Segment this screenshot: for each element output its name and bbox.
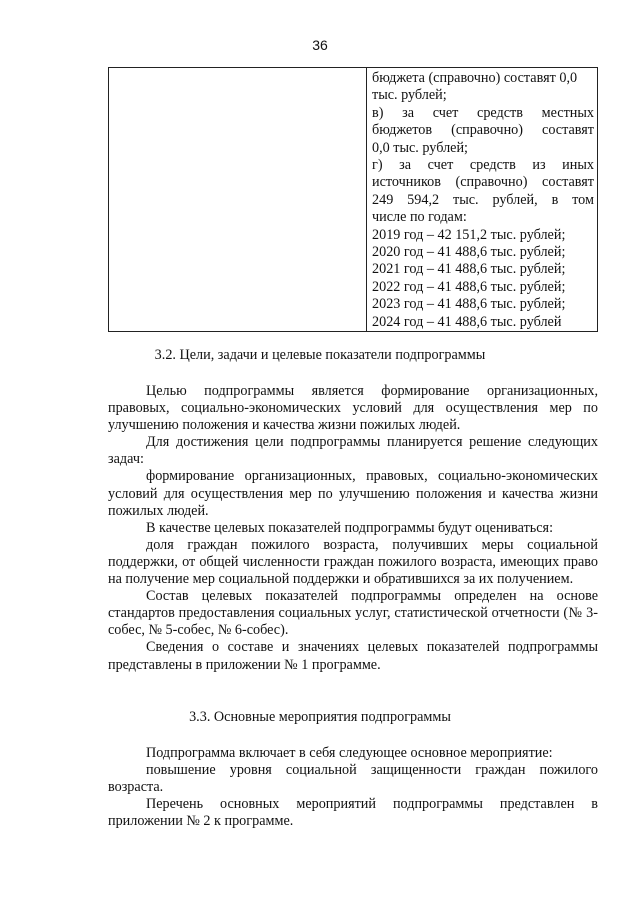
table-line: г) за счет средств из иных: [372, 157, 594, 174]
table-line: источников (справочно) составят: [372, 174, 594, 191]
page-number: 36: [312, 37, 328, 53]
table-line: 2022 год – 41 488,6 тыс. рублей;: [372, 278, 566, 295]
section-3-2-body: [108, 383, 598, 674]
paragraph: повышение уровня социальной защищенности граждан пожилого возраста.: [108, 762, 598, 796]
funding-table: [108, 67, 598, 332]
table-line: 2024 год – 41 488,6 тыс. рублей: [372, 313, 562, 330]
table-line: бюджетов (справочно) составят: [372, 122, 594, 139]
paragraph: Состав целевых показателей подпрограммы определен на основе стандартов предоставления социальных услуг, статистической отчетности (№ 3-собес, № 5-собес, № 6-собес).: [108, 588, 598, 639]
table-line: 2019 год – 42 151,2 тыс. рублей;: [372, 226, 566, 243]
table-line: 2020 год – 41 488,6 тыс. рублей;: [372, 244, 566, 261]
table-line: в) за счет средств местных: [372, 104, 594, 121]
table-line: бюджета (справочно) составят 0,0: [372, 70, 578, 86]
table-line: тыс. рублей;: [372, 87, 447, 104]
section-3-3-body: [108, 745, 598, 830]
paragraph: формирование организационных, правовых, социально-экономических условий для осуществления мер по улучшению положения и качества жизни пожилых людей.: [108, 468, 598, 519]
table-cell-right: [367, 68, 598, 332]
table-row: [109, 68, 598, 332]
paragraph: Сведения о составе и значениях целевых показателей подпрограммы представлены в приложении № 1 программе.: [108, 639, 598, 673]
table-line: 2021 год – 41 488,6 тыс. рублей;: [372, 261, 566, 278]
table-line: 0,0 тыс. рублей;: [372, 139, 468, 156]
table-line: 249 594,2 тыс. рублей, в том: [372, 191, 594, 208]
paragraph: Для достижения цели подпрограммы планируется решение следующих задач:: [108, 434, 598, 468]
paragraph: Целью подпрограммы является формирование организационных, правовых, социально-экономических условий для осуществления мер по улучшению положения и качества жизни пожилых людей.: [108, 383, 598, 434]
table-cell-left: [109, 68, 367, 332]
paragraph: Перечень основных мероприятий подпрограммы представлен в приложении № 2 к программе.: [108, 796, 598, 830]
table-line: числе по годам:: [372, 209, 467, 226]
section-heading-3-2: 3.2. Цели, задачи и целевые показатели подпрограммы: [154, 347, 486, 363]
paragraph: В качестве целевых показателей подпрограммы будут оцениваться:: [146, 519, 554, 536]
paragraph: доля граждан пожилого возраста, получивших меры социальной поддержки, от общей численности граждан пожилого возраста, имеющих право на получение мер социальной поддержки и обратившихся за их получением.: [108, 536, 598, 588]
funding-text: [367, 68, 597, 331]
table-line: 2023 год – 41 488,6 тыс. рублей;: [372, 296, 566, 313]
section-heading-3-3: 3.3. Основные мероприятия подпрограммы: [189, 709, 451, 725]
paragraph: Подпрограмма включает в себя следующее основное мероприятие:: [146, 745, 553, 761]
